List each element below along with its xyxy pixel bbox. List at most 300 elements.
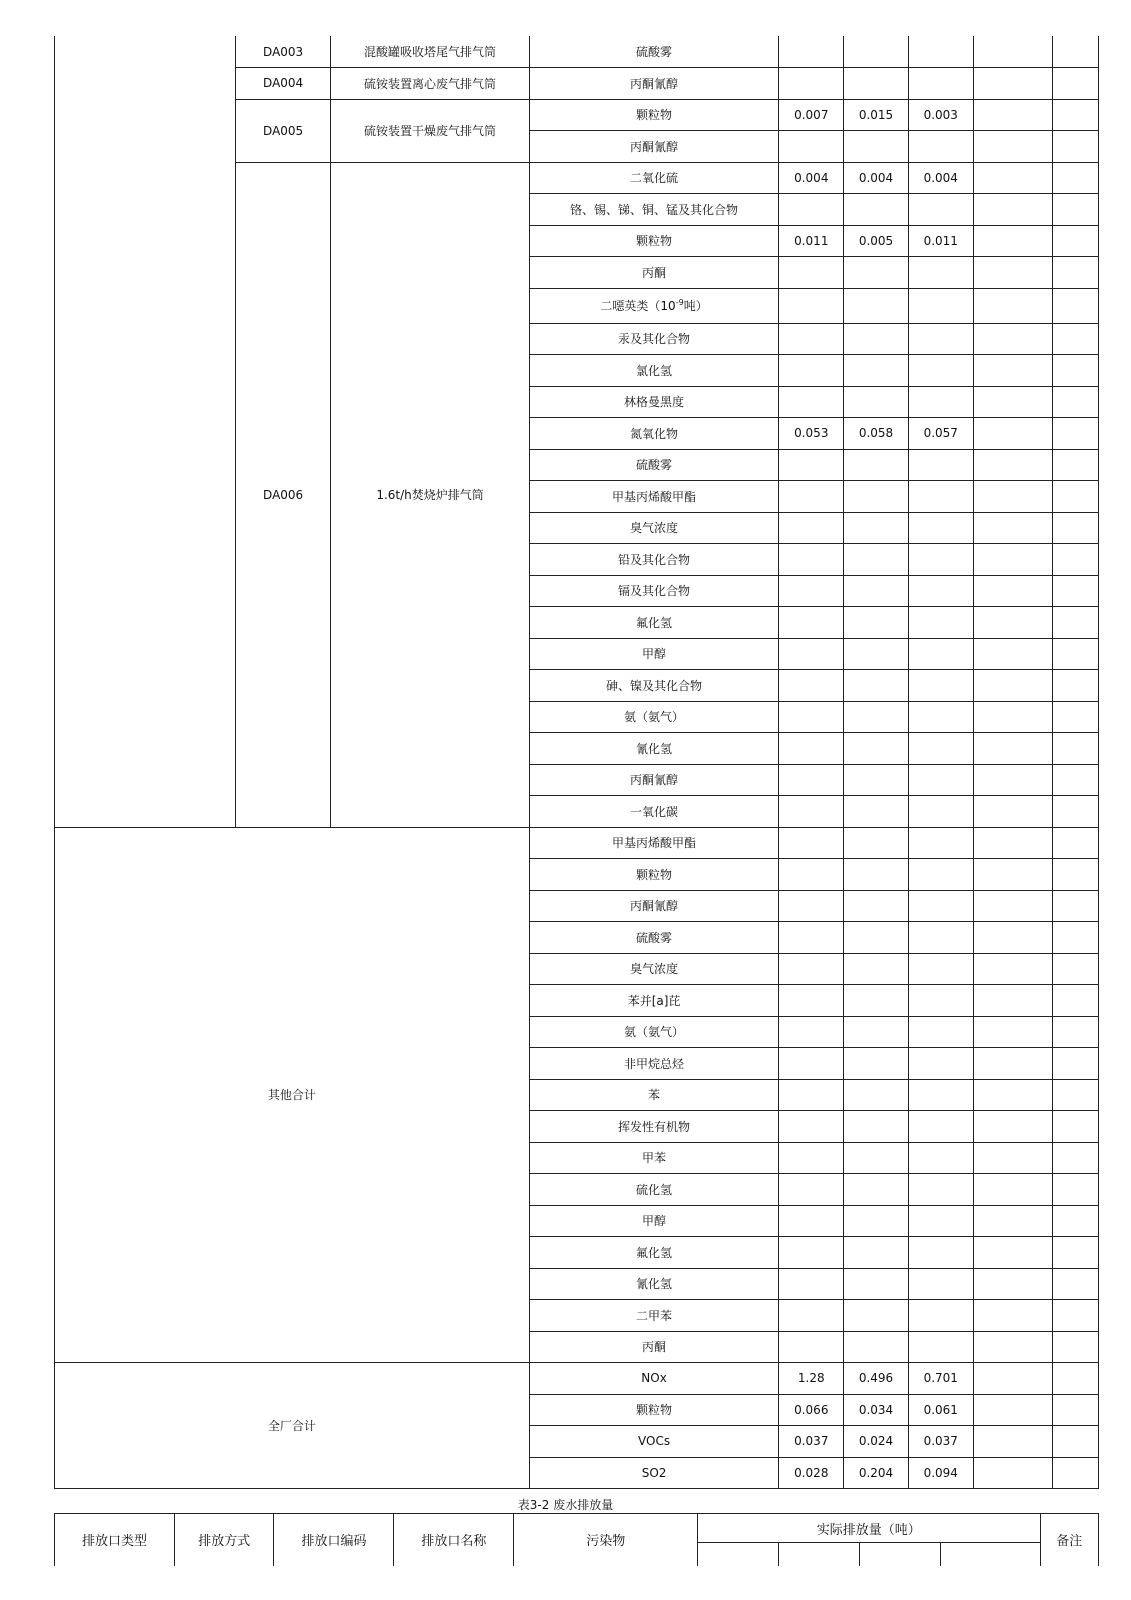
value-cell xyxy=(779,733,844,765)
value-cell xyxy=(1052,481,1098,513)
value-cell xyxy=(973,225,1052,257)
wastewater-table-caption: 表3-2 废水排放量 xyxy=(517,1498,614,1512)
pollutant-cell: 二氧化硫 xyxy=(529,162,779,194)
value-cell xyxy=(973,544,1052,576)
value-cell xyxy=(779,859,844,891)
value-cell xyxy=(908,1111,973,1143)
value-cell xyxy=(1052,764,1098,796)
value-cell xyxy=(844,733,909,765)
value-cell xyxy=(973,131,1052,163)
pollutant-cell: 氰化氢 xyxy=(529,1268,779,1300)
value-cell xyxy=(908,1237,973,1269)
value-cell xyxy=(844,796,909,828)
value-cell: 0.007 xyxy=(779,99,844,131)
value-cell xyxy=(1052,1426,1098,1458)
value-cell xyxy=(973,953,1052,985)
value-cell xyxy=(973,1174,1052,1206)
value-cell xyxy=(779,512,844,544)
value-cell xyxy=(973,36,1052,68)
pollutant-cell xyxy=(529,288,779,323)
pollutant-cell: 臭气浓度 xyxy=(529,512,779,544)
pollutant-cell: 丙酮 xyxy=(529,257,779,289)
value-cell xyxy=(908,953,973,985)
value-cell xyxy=(779,1016,844,1048)
value-cell xyxy=(973,985,1052,1017)
value-cell xyxy=(844,288,909,323)
value-cell xyxy=(844,355,909,387)
value-cell xyxy=(779,544,844,576)
value-cell xyxy=(844,764,909,796)
pollutant-cell: 林格曼黑度 xyxy=(529,386,779,418)
value-cell xyxy=(779,1142,844,1174)
value-cell xyxy=(844,953,909,985)
pollutant-cell: 丙酮氰醇 xyxy=(529,890,779,922)
value-cell xyxy=(844,1079,909,1111)
value-cell xyxy=(908,670,973,702)
value-cell xyxy=(779,638,844,670)
value-cell xyxy=(779,288,844,323)
value-cell xyxy=(908,859,973,891)
value-cell xyxy=(779,607,844,639)
value-cell xyxy=(973,99,1052,131)
value-cell xyxy=(973,701,1052,733)
value-cell xyxy=(844,1331,909,1363)
value-cell xyxy=(1052,922,1098,954)
value-cell xyxy=(1052,796,1098,828)
value-cell xyxy=(973,257,1052,289)
value-cell xyxy=(908,701,973,733)
value-cell xyxy=(844,1300,909,1332)
pollutant-cell: 铬、锡、锑、铜、锰及其化合物 xyxy=(529,194,779,226)
value-cell xyxy=(973,1457,1052,1489)
value-cell xyxy=(973,1237,1052,1269)
value-cell xyxy=(844,1142,909,1174)
pollutant-cell: 苯 xyxy=(529,1079,779,1111)
value-cell xyxy=(1052,985,1098,1017)
header-outlet-name: 排放口名称 xyxy=(394,1514,514,1566)
value-cell xyxy=(844,68,909,100)
header-subcol xyxy=(941,1543,1040,1566)
value-cell xyxy=(908,1300,973,1332)
header-subcol xyxy=(697,1543,778,1566)
value-cell xyxy=(973,1268,1052,1300)
value-cell xyxy=(1052,1457,1098,1489)
value-cell xyxy=(973,481,1052,513)
table-row xyxy=(55,36,1099,68)
value-cell xyxy=(844,512,909,544)
value-cell: 0.058 xyxy=(844,418,909,450)
value-cell xyxy=(908,607,973,639)
pollutant-cell: 颗粒物 xyxy=(529,225,779,257)
pollutant-cell: 砷、镍及其化合物 xyxy=(529,670,779,702)
pollutant-text: 二噁英类（10 xyxy=(600,299,676,313)
pollutant-cell: 甲基丙烯酸甲酯 xyxy=(529,481,779,513)
value-cell xyxy=(779,890,844,922)
value-cell xyxy=(908,449,973,481)
air-emissions-table xyxy=(54,36,1099,1489)
value-cell xyxy=(973,449,1052,481)
outlet-code-cell: DA004 xyxy=(235,68,331,100)
value-cell xyxy=(908,36,973,68)
value-cell: 0.004 xyxy=(844,162,909,194)
value-cell xyxy=(844,449,909,481)
value-cell: 0.037 xyxy=(779,1426,844,1458)
value-cell xyxy=(1052,607,1098,639)
value-cell xyxy=(779,131,844,163)
pollutant-suffix: 吨） xyxy=(683,299,708,313)
value-cell xyxy=(908,355,973,387)
value-cell xyxy=(1052,1079,1098,1111)
value-cell xyxy=(908,68,973,100)
value-cell xyxy=(973,1048,1052,1080)
value-cell xyxy=(908,1205,973,1237)
value-cell xyxy=(908,1268,973,1300)
value-cell xyxy=(844,1268,909,1300)
value-cell xyxy=(908,1142,973,1174)
value-cell xyxy=(1052,1237,1098,1269)
value-cell xyxy=(908,922,973,954)
value-cell xyxy=(1052,194,1098,226)
value-cell xyxy=(973,1205,1052,1237)
value-cell: 0.061 xyxy=(908,1394,973,1426)
value-cell xyxy=(973,512,1052,544)
value-cell: 0.037 xyxy=(908,1426,973,1458)
value-cell xyxy=(844,1016,909,1048)
value-cell xyxy=(1052,733,1098,765)
value-cell xyxy=(973,162,1052,194)
pollutant-cell: 一氧化碳 xyxy=(529,796,779,828)
pollutant-cell: 硫酸雾 xyxy=(529,36,779,68)
value-cell xyxy=(908,796,973,828)
pollutant-cell: 颗粒物 xyxy=(529,1394,779,1426)
value-cell xyxy=(844,257,909,289)
pollutant-cell: 挥发性有机物 xyxy=(529,1111,779,1143)
value-cell: 0.028 xyxy=(779,1457,844,1489)
value-cell xyxy=(844,36,909,68)
value-cell xyxy=(779,1300,844,1332)
value-cell xyxy=(1052,1111,1098,1143)
value-cell xyxy=(908,288,973,323)
value-cell xyxy=(779,1079,844,1111)
value-cell xyxy=(844,1111,909,1143)
value-cell xyxy=(908,386,973,418)
value-cell xyxy=(779,36,844,68)
value-cell xyxy=(973,1142,1052,1174)
value-cell xyxy=(844,827,909,859)
header-subcol xyxy=(779,1543,860,1566)
pollutant-cell: 氮氧化物 xyxy=(529,418,779,450)
pollutant-cell: 甲醇 xyxy=(529,638,779,670)
value-cell: 0.066 xyxy=(779,1394,844,1426)
value-cell xyxy=(1052,355,1098,387)
pollutant-cell: 二甲苯 xyxy=(529,1300,779,1332)
value-cell xyxy=(1052,953,1098,985)
value-cell xyxy=(779,796,844,828)
value-cell xyxy=(908,1016,973,1048)
value-cell xyxy=(779,1111,844,1143)
outlet-type-cell xyxy=(55,36,236,827)
outlet-code-cell: DA006 xyxy=(235,162,331,827)
value-cell xyxy=(973,1331,1052,1363)
value-cell xyxy=(908,323,973,355)
value-cell: 0.004 xyxy=(779,162,844,194)
value-cell xyxy=(908,985,973,1017)
header-discharge-mode: 排放方式 xyxy=(174,1514,273,1566)
value-cell xyxy=(1052,225,1098,257)
value-cell xyxy=(973,575,1052,607)
value-cell xyxy=(844,386,909,418)
value-cell xyxy=(908,1048,973,1080)
value-cell xyxy=(1052,544,1098,576)
value-cell: 0.057 xyxy=(908,418,973,450)
pollutant-cell: 丙酮氰醇 xyxy=(529,764,779,796)
value-cell xyxy=(1052,890,1098,922)
value-cell: 0.004 xyxy=(908,162,973,194)
value-cell xyxy=(1052,386,1098,418)
value-cell xyxy=(973,764,1052,796)
value-cell xyxy=(844,890,909,922)
value-cell xyxy=(779,701,844,733)
value-cell xyxy=(1052,1268,1098,1300)
value-cell xyxy=(1052,1394,1098,1426)
value-cell xyxy=(1052,859,1098,891)
value-cell xyxy=(973,1363,1052,1395)
value-cell xyxy=(779,985,844,1017)
value-cell: 0.094 xyxy=(908,1457,973,1489)
value-cell xyxy=(908,827,973,859)
value-cell xyxy=(973,1426,1052,1458)
value-cell xyxy=(973,1079,1052,1111)
pollutant-cell: 甲基丙烯酸甲酯 xyxy=(529,827,779,859)
value-cell xyxy=(973,670,1052,702)
pollutant-cell: 硫化氢 xyxy=(529,1174,779,1206)
value-cell xyxy=(844,607,909,639)
value-cell xyxy=(1052,1174,1098,1206)
value-cell xyxy=(844,922,909,954)
value-cell xyxy=(779,68,844,100)
value-cell xyxy=(908,1174,973,1206)
value-cell xyxy=(908,194,973,226)
value-cell xyxy=(908,1331,973,1363)
outlet-name-cell: 硫铵装置离心废气排气筒 xyxy=(331,68,529,100)
value-cell xyxy=(844,194,909,226)
value-cell xyxy=(779,575,844,607)
header-subcol xyxy=(860,1543,941,1566)
value-cell xyxy=(973,1111,1052,1143)
outlet-name-cell: 混酸罐吸收塔尾气排气筒 xyxy=(331,36,529,68)
value-cell xyxy=(973,922,1052,954)
value-cell xyxy=(779,764,844,796)
header-actual-amount: 实际排放量（吨） xyxy=(697,1514,1040,1543)
value-cell xyxy=(973,1016,1052,1048)
value-cell xyxy=(1052,131,1098,163)
other-total-label: 其他合计 xyxy=(55,827,530,1363)
value-cell xyxy=(779,953,844,985)
value-cell xyxy=(1052,288,1098,323)
pollutant-cell: 丙酮 xyxy=(529,1331,779,1363)
value-cell xyxy=(1052,418,1098,450)
value-cell xyxy=(1052,257,1098,289)
value-cell xyxy=(779,323,844,355)
value-cell xyxy=(1052,575,1098,607)
value-cell xyxy=(908,1079,973,1111)
value-cell xyxy=(973,68,1052,100)
value-cell xyxy=(908,638,973,670)
value-cell: 0.005 xyxy=(844,225,909,257)
value-cell xyxy=(1052,1300,1098,1332)
outlet-code-cell: DA003 xyxy=(235,36,331,68)
value-cell: 0.496 xyxy=(844,1363,909,1395)
outlet-name-cell: 硫铵装置干燥废气排气筒 xyxy=(331,99,529,162)
value-cell xyxy=(779,481,844,513)
value-cell xyxy=(844,131,909,163)
value-cell xyxy=(1052,323,1098,355)
value-cell xyxy=(779,257,844,289)
value-cell xyxy=(779,449,844,481)
value-cell xyxy=(973,733,1052,765)
value-cell xyxy=(973,1394,1052,1426)
value-cell xyxy=(1052,512,1098,544)
value-cell xyxy=(779,1237,844,1269)
value-cell xyxy=(779,670,844,702)
header-pollutant: 污染物 xyxy=(514,1514,698,1566)
pollutant-cell: 氟化氢 xyxy=(529,607,779,639)
value-cell xyxy=(1052,36,1098,68)
pollutant-cell: 甲醇 xyxy=(529,1205,779,1237)
value-cell xyxy=(973,607,1052,639)
header-outlet-code: 排放口编码 xyxy=(274,1514,394,1566)
value-cell xyxy=(908,890,973,922)
value-cell xyxy=(973,827,1052,859)
value-cell xyxy=(779,1048,844,1080)
value-cell: 0.024 xyxy=(844,1426,909,1458)
plant-total-label: 全厂合计 xyxy=(55,1363,530,1489)
value-cell xyxy=(844,544,909,576)
value-cell xyxy=(908,575,973,607)
pollutant-cell: 颗粒物 xyxy=(529,99,779,131)
value-cell: 0.015 xyxy=(844,99,909,131)
value-cell xyxy=(779,1331,844,1363)
value-cell xyxy=(908,512,973,544)
value-cell: 0.034 xyxy=(844,1394,909,1426)
value-cell xyxy=(973,638,1052,670)
value-cell xyxy=(973,796,1052,828)
value-cell xyxy=(844,323,909,355)
value-cell xyxy=(1052,638,1098,670)
pollutant-cell: 氨（氨气） xyxy=(529,701,779,733)
value-cell xyxy=(844,1205,909,1237)
value-cell xyxy=(844,859,909,891)
value-cell xyxy=(844,1174,909,1206)
pollutant-cell: 铅及其化合物 xyxy=(529,544,779,576)
pollutant-sup: -9 xyxy=(675,298,684,307)
pollutant-cell: SO2 xyxy=(529,1457,779,1489)
value-cell xyxy=(1052,1363,1098,1395)
pollutant-cell: 氰化氢 xyxy=(529,733,779,765)
wastewater-table xyxy=(54,1513,1099,1566)
value-cell xyxy=(1052,68,1098,100)
value-cell xyxy=(973,194,1052,226)
value-cell xyxy=(1052,670,1098,702)
value-cell: 0.003 xyxy=(908,99,973,131)
value-cell xyxy=(844,575,909,607)
pollutant-cell: 氟化氢 xyxy=(529,1237,779,1269)
pollutant-cell: 丙酮氰醇 xyxy=(529,68,779,100)
value-cell xyxy=(844,701,909,733)
value-cell xyxy=(779,386,844,418)
outlet-name-cell: 1.6t/h焚烧炉排气筒 xyxy=(331,162,529,827)
header-outlet-type: 排放口类型 xyxy=(55,1514,175,1566)
value-cell xyxy=(1052,449,1098,481)
value-cell xyxy=(844,670,909,702)
value-cell xyxy=(1052,701,1098,733)
value-cell xyxy=(908,764,973,796)
value-cell xyxy=(973,859,1052,891)
pollutant-cell: 甲苯 xyxy=(529,1142,779,1174)
value-cell xyxy=(844,985,909,1017)
value-cell: 0.701 xyxy=(908,1363,973,1395)
value-cell: 0.011 xyxy=(779,225,844,257)
value-cell: 0.053 xyxy=(779,418,844,450)
value-cell xyxy=(1052,1048,1098,1080)
outlet-code-cell: DA005 xyxy=(235,99,331,162)
value-cell xyxy=(844,481,909,513)
value-cell xyxy=(973,418,1052,450)
value-cell xyxy=(1052,99,1098,131)
pollutant-cell: 臭气浓度 xyxy=(529,953,779,985)
value-cell xyxy=(973,386,1052,418)
value-cell xyxy=(973,890,1052,922)
value-cell xyxy=(1052,1331,1098,1363)
pollutant-cell: NOx xyxy=(529,1363,779,1395)
value-cell: 0.204 xyxy=(844,1457,909,1489)
value-cell xyxy=(908,733,973,765)
value-cell: 1.28 xyxy=(779,1363,844,1395)
value-cell xyxy=(779,355,844,387)
value-cell xyxy=(1052,1205,1098,1237)
value-cell xyxy=(973,1300,1052,1332)
value-cell xyxy=(973,323,1052,355)
pollutant-cell: 镉及其化合物 xyxy=(529,575,779,607)
value-cell xyxy=(908,544,973,576)
value-cell xyxy=(779,922,844,954)
value-cell xyxy=(779,827,844,859)
pollutant-cell: 氯化氢 xyxy=(529,355,779,387)
value-cell xyxy=(908,257,973,289)
table-row xyxy=(55,827,1099,859)
value-cell xyxy=(973,288,1052,323)
value-cell xyxy=(779,1268,844,1300)
value-cell xyxy=(779,1205,844,1237)
value-cell xyxy=(844,1237,909,1269)
pollutant-cell: 非甲烷总烃 xyxy=(529,1048,779,1080)
value-cell xyxy=(844,638,909,670)
pollutant-cell: 苯并[a]芘 xyxy=(529,985,779,1017)
header-remarks: 备注 xyxy=(1040,1514,1098,1566)
pollutant-cell: 硫酸雾 xyxy=(529,922,779,954)
pollutant-cell: 汞及其化合物 xyxy=(529,323,779,355)
value-cell xyxy=(1052,162,1098,194)
value-cell xyxy=(908,481,973,513)
pollutant-cell: VOCs xyxy=(529,1426,779,1458)
value-cell xyxy=(1052,1142,1098,1174)
value-cell xyxy=(973,355,1052,387)
value-cell xyxy=(1052,1016,1098,1048)
pollutant-cell: 颗粒物 xyxy=(529,859,779,891)
table-row xyxy=(55,1363,1099,1395)
pollutant-cell: 氨（氨气） xyxy=(529,1016,779,1048)
value-cell xyxy=(844,1048,909,1080)
